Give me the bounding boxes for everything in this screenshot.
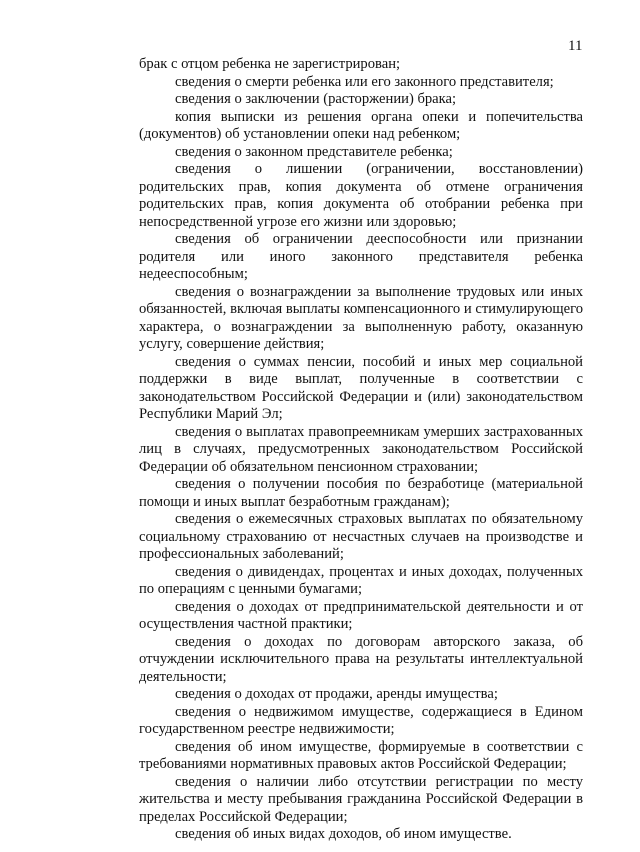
document-body xyxy=(139,56,583,844)
paragraph: сведения о законном представителе ребенка; xyxy=(175,143,453,160)
paragraph: копия выписки из решения органа опеки и попечительства (документов) об установлении опеки над ребенком; xyxy=(139,108,583,142)
paragraph: сведения о лишении (ограничении, восстановлении) родительских прав, копия документа об отмене ограничения родительских прав, копия документа об отобрании ребенка при непосредственной угрозе его жизни или здоровью; xyxy=(139,161,583,230)
paragraph: сведения о заключении (расторжении) брака; xyxy=(175,91,457,107)
paragraph: сведения об ином имуществе, формируемые в соответствии с требованиями нормативных правовых актов Российской Федерации; xyxy=(139,738,583,772)
paragraph: сведения о выплатах правопреемникам умерших застрахованных лиц в случаях, предусмотренных законодательством Российской Федерации об обязательном пенсионном страховании; xyxy=(139,423,583,475)
paragraph: сведения о получении пособия по безработице (материальной помощи и иных выплат безработным гражданам); xyxy=(139,476,583,510)
paragraph: сведения о наличии либо отсутствии регистрации по месту жительства и месту пребывания гражданина Российской Федерации в пределах Российской Федерации; xyxy=(139,773,583,825)
paragraph: сведения об иных видах доходов, об ином имуществе. xyxy=(175,826,512,842)
paragraph: брак с отцом ребенка не зарегистрирован; xyxy=(139,56,401,72)
paragraph: сведения о ежемесячных страховых выплатах по обязательному социальному страхованию от несчастных случаев на производстве и профессиональных заболеваний; xyxy=(139,511,583,562)
paragraph: сведения о доходах от предпринимательской деятельности и от осуществления частной практики; xyxy=(139,598,583,632)
paragraph: сведения об ограничении дееспособности или признании родителя или иного законного представителя ребенка недееспособным; xyxy=(139,231,583,282)
paragraph: сведения о доходах от продажи, аренды имущества; xyxy=(175,686,498,702)
paragraph: сведения о суммах пенсии, пособий и иных мер социальной поддержки в виде выплат, полученные в соответствии с законодательством Российской Федерации и (или) законодательством Республики Марий Эл; xyxy=(139,353,583,422)
paragraph: сведения о недвижимом имуществе, содержащиеся в Едином государственном реестре недвижимости; xyxy=(139,703,583,737)
paragraph: сведения о дивидендах, процентах и иных доходах, полученных по операциям с ценными бумагами; xyxy=(139,563,583,597)
paragraph: сведения о смерти ребенка или его законного представителя; xyxy=(175,73,554,90)
paragraph: сведения о доходах по договорам авторского заказа, об отчуждении исключительного права на результаты интеллектуальной деятельности; xyxy=(139,633,583,685)
paragraph: сведения о вознаграждении за выполнение трудовых или иных обязанностей, включая выплаты компенсационного и стимулирующего характера, о вознаграждении за выполненную работу, оказанную услугу, совершение действия; xyxy=(139,283,583,352)
page-number: 11 xyxy=(568,38,583,54)
